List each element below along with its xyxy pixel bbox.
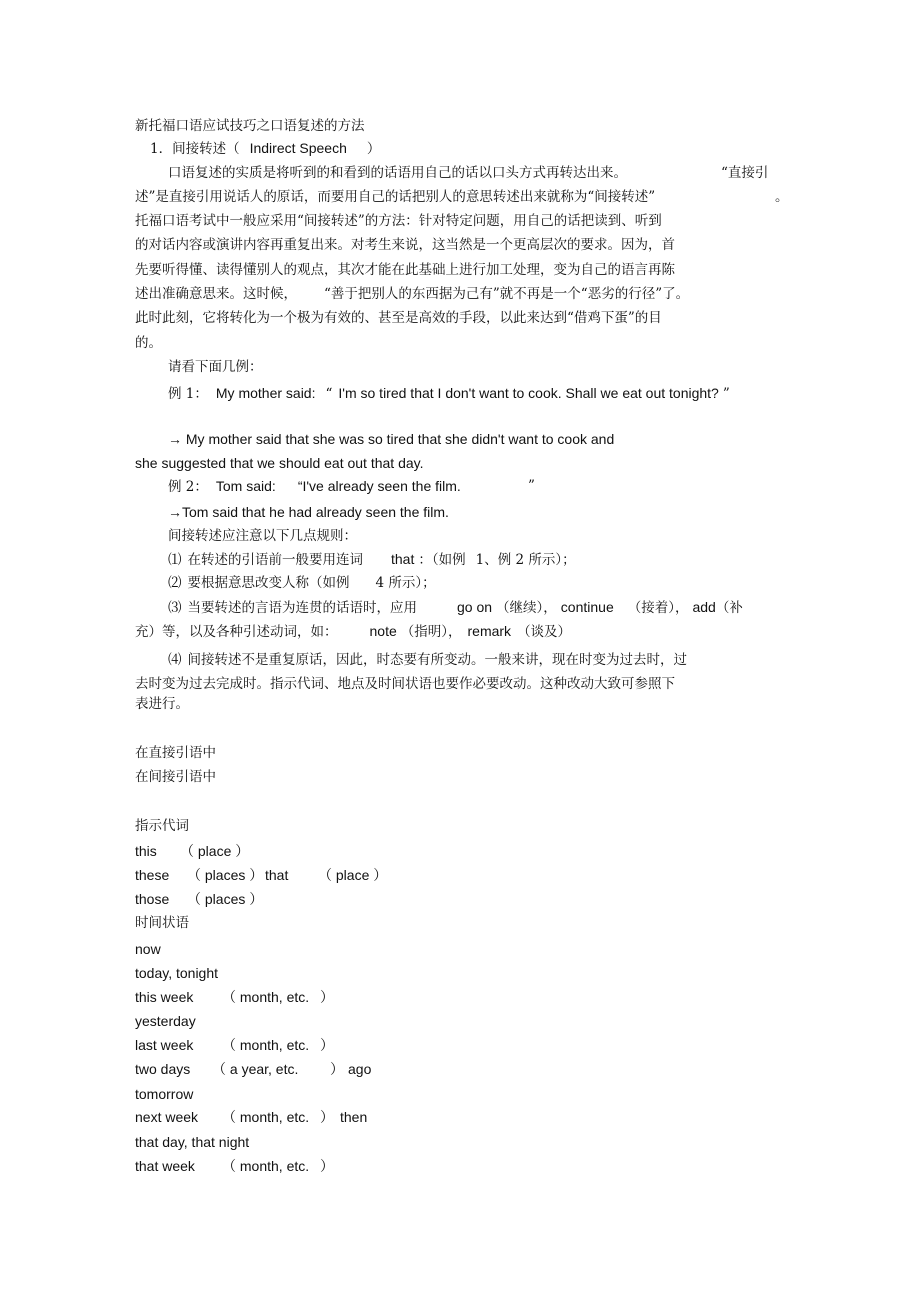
paragraph-line: 述”是直接引用说话人的原话，而要用自己的话把别人的意思转述出来就称为“间接转述” [135, 189, 656, 205]
rule-text: （谈及） [517, 624, 572, 640]
rule-text: （补 [715, 600, 743, 616]
rule-4 [168, 651, 687, 669]
table-cell: ） [320, 1109, 334, 1125]
table-cell: this [135, 843, 157, 859]
section-heading [150, 139, 380, 158]
table-cell: today, tonight [135, 965, 219, 981]
table-cell: now [135, 941, 161, 957]
rule-number: ⑴ [168, 552, 182, 568]
table-cell: （ month, etc. [222, 989, 310, 1005]
table-cell: （ place ） [180, 843, 250, 859]
rules-intro: 间接转述应注意以下几点规则： [168, 528, 357, 544]
example-1-label: 例 1： [168, 386, 208, 402]
rule-keyword: go on [457, 599, 493, 615]
rule-number: ⑷ [168, 652, 182, 668]
rule-text: ：（如例 [418, 552, 466, 568]
rule-number: ⑵ [168, 575, 182, 591]
table-cell: last week [135, 1037, 194, 1053]
table-cell: ago [348, 1061, 372, 1077]
paragraph-line: 口语复述的实质是将听到的和看到的话语用自己的话以口头方式再转达出来。 [168, 165, 627, 181]
section-english: Indirect Speech [249, 140, 347, 156]
rule-text: 4 所示）； [375, 575, 436, 591]
example-2-arrow-line: →Tom said that he had already seen the film. [168, 504, 449, 520]
table-cell: those [135, 891, 170, 907]
rule-text: 1、例 2 所示）； [475, 552, 576, 568]
table-cell: （ month, etc. [222, 1037, 310, 1053]
example-2 [168, 477, 461, 496]
section-close: ） [366, 141, 381, 157]
section-number: 1．间接转述（ [150, 141, 240, 157]
rule-3 [168, 598, 743, 617]
table-cell: two days [135, 1061, 191, 1077]
rule-text: 充）等，以及各种引述动词，如： [135, 624, 338, 640]
table-header-direct: 在直接引语中 [135, 745, 216, 761]
table-cell: these [135, 867, 170, 883]
table-cell: （ a year, etc. [212, 1061, 299, 1077]
rule-text: （接着）， [627, 600, 689, 616]
example-1-open-quote: “ [325, 386, 333, 402]
paragraph-line: 的对话内容或演讲内容再重复出来。对考生来说，这当然是一个更高层次的要求。因为，首 [135, 237, 675, 253]
example-1-close-quote: ” [722, 386, 730, 402]
table-cell: ） [330, 1061, 344, 1077]
paragraph-line: 。 [775, 189, 789, 205]
rule-1 [168, 550, 576, 569]
paragraph-line: 先要听得懂、读得懂别人的观点，其次才能在此基础上进行加工处理，变为自己的语言再陈 [135, 262, 675, 278]
rule-text: （指明）， [400, 624, 462, 640]
table-cell: ） [320, 1158, 334, 1174]
rule-keyword: continue [560, 599, 614, 615]
table-cell: tomorrow [135, 1086, 194, 1102]
rule-text: （继续）， [496, 600, 557, 616]
table-cell: that day, that night [135, 1134, 250, 1150]
example-2-quote: “I've already seen the film. [297, 478, 461, 494]
table-cell: next week [135, 1109, 199, 1125]
example-1-said: My mother said: [215, 385, 316, 401]
table-header-indirect: 在间接引语中 [135, 769, 216, 785]
rule-4-line: 去时变为过去完成时。指示代词、地点及时间状语也要作必要改动。这种改动大致可参照下 [135, 676, 675, 692]
rule-text: 间接转述不是重复原话，因此，时态要有所变动。一般来讲，现在时变为过去时，过 [187, 652, 687, 668]
rule-text: 在转述的引语前一般要用连词 [187, 552, 363, 568]
table-cell: then [340, 1109, 368, 1125]
rule-keyword: remark [467, 623, 512, 639]
paragraph-line: 托福口语考试中一般应采用“间接转述”的方法：针对特定问题，用自己的话把读到、听到 [135, 213, 662, 229]
example-2-said: Tom said: [215, 478, 276, 494]
example-2-label: 例 2： [168, 479, 208, 495]
example-1-arrow-line: → My mother said that she was so tired that she didn't want to cook and [168, 431, 615, 447]
paragraph-line: 此时此刻，它将转化为一个极为有效的、甚至是高效的手段，以此来达到“借鸡下蛋”的目 [135, 310, 662, 326]
page-title: 新托福口语应试技巧之口语复述的方法 [135, 118, 365, 134]
rule-text: 要根据意思改变人称（如例 [187, 575, 350, 591]
rule-4-line: 表进行。 [135, 696, 189, 712]
rule-keyword: note [369, 623, 397, 639]
table-cell: （ place ） [318, 867, 388, 883]
paragraph-line: 的。 [135, 335, 162, 351]
table-cell: （ month, etc. [222, 1109, 310, 1125]
time-heading: 时间状语 [135, 915, 189, 931]
example-1-arrow-line: she suggested that we should eat out that day. [135, 455, 424, 471]
table-cell: （ places ） [187, 891, 264, 907]
rule-2 [168, 574, 436, 592]
table-cell: ） [320, 1037, 334, 1053]
table-cell: （ month, etc. [222, 1158, 310, 1174]
table-cell: that week [135, 1158, 195, 1174]
table-cell: ） [320, 989, 334, 1005]
table-cell: yesterday [135, 1013, 196, 1029]
rule-text: 当要转述的言语为连贯的话语时，应用 [187, 600, 417, 616]
table-cell: that [265, 867, 289, 883]
rule-number: ⑶ [168, 600, 182, 616]
demonstratives-heading: 指示代词 [135, 818, 189, 834]
table-cell: （ places ） [187, 867, 264, 883]
paragraph-line: “直接引 [721, 165, 769, 181]
paragraph-line: 述出准确意思来。这时候， [135, 286, 297, 302]
example-1-quote: I'm so tired that I don't want to cook. Shall we eat out tonight? [338, 385, 719, 401]
example-1 [168, 384, 730, 403]
paragraph-line: “善于把别人的东西据为己有”就不再是一个“恶劣的行径”了。 [324, 286, 690, 302]
example-2-close-quote: ” [528, 478, 535, 494]
table-cell: this week [135, 989, 194, 1005]
examples-intro: 请看下面几例： [168, 359, 263, 375]
rule-3-continued [135, 622, 571, 641]
rule-keyword: that [391, 551, 415, 567]
rule-keyword: add [692, 599, 716, 615]
